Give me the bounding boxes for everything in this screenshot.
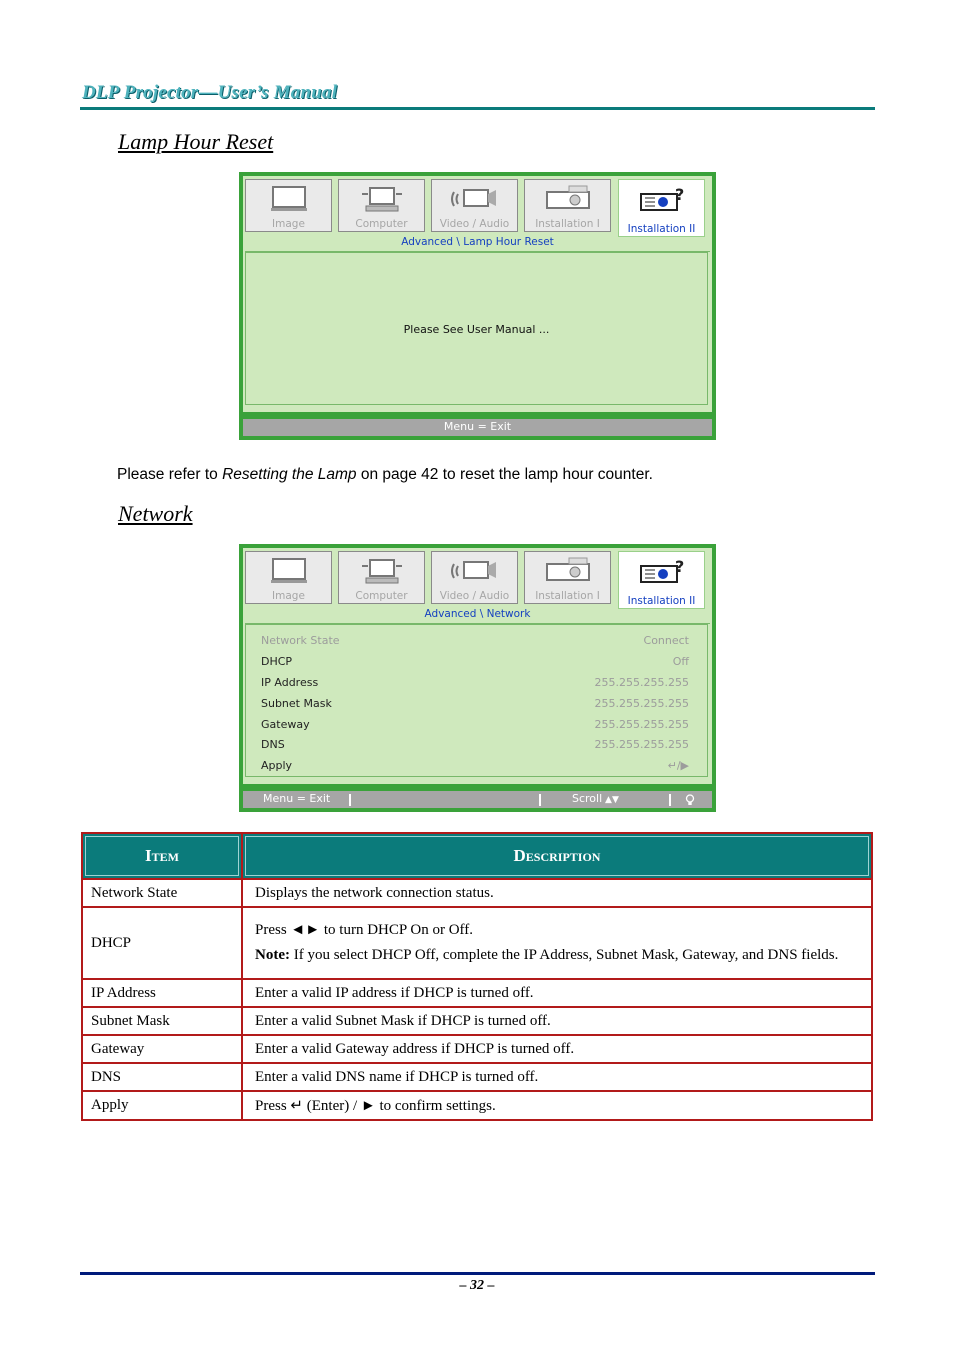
table-cell-item: DHCP	[82, 907, 242, 979]
paragraph-reference: Resetting the Lamp	[222, 466, 357, 483]
page-number: – 32 –	[459, 1278, 495, 1293]
header-rule	[80, 107, 875, 110]
table-header-description: Description	[242, 833, 872, 879]
table-row	[82, 1007, 872, 1035]
section-title-lamp-hour-reset: Lamp Hour Reset	[118, 129, 274, 154]
osd-row-label: Subnet Mask	[261, 697, 332, 710]
computer-icon	[360, 184, 404, 214]
video-audio-icon	[448, 184, 502, 214]
osd-footer	[243, 791, 712, 808]
osd-tab-label: Computer	[355, 590, 408, 602]
osd-row-value: 255.255.255.255	[594, 738, 689, 751]
osd-footer-divider	[539, 794, 541, 806]
osd-row-label: IP Address	[261, 676, 319, 689]
osd-body	[243, 548, 712, 784]
osd-footer-divider	[669, 794, 671, 806]
osd-footer-menu-exit: Menu = Exit	[263, 792, 331, 805]
table-cell-description	[242, 907, 872, 979]
table-header-row	[82, 833, 872, 879]
table-row	[82, 1091, 872, 1120]
osd-tab-label: Video / Audio	[439, 218, 510, 230]
table-cell-item: Apply	[82, 1091, 242, 1120]
svg-text:?: ?	[674, 557, 684, 576]
osd-row-apply[interactable]	[261, 759, 689, 779]
osd-footer	[243, 419, 712, 436]
paragraph-text: Please refer to	[117, 466, 223, 483]
osd-tab-label: Image	[272, 590, 305, 602]
note-label: Note:	[255, 947, 290, 963]
osd-row-gateway[interactable]	[261, 718, 689, 738]
osd-row-label: Apply	[261, 759, 293, 772]
osd-footer-divider	[349, 794, 351, 806]
osd-row-network-state	[261, 634, 689, 654]
osd-row-dns[interactable]	[261, 738, 689, 758]
osd-tab-installation-ii[interactable]	[618, 551, 705, 609]
osd-network	[239, 544, 716, 812]
table-cell-item: Network State	[82, 879, 242, 907]
lightbulb-icon	[685, 794, 695, 806]
osd-tab-label: Installation II	[627, 223, 696, 235]
body-paragraph	[117, 466, 653, 484]
osd-tab-computer[interactable]	[338, 179, 425, 232]
osd-body	[243, 176, 712, 412]
monitor-icon	[269, 556, 309, 586]
osd-tab-image[interactable]	[245, 551, 332, 604]
table-cell-description: Enter a valid Gateway address if DHCP is turned off.	[242, 1035, 872, 1063]
osd-footer-scroll-label: Scroll	[572, 792, 603, 805]
osd-tab-installation-i[interactable]	[524, 179, 611, 232]
osd-tab-label: Video / Audio	[439, 590, 510, 602]
osd-row-dhcp[interactable]	[261, 655, 689, 675]
osd-tab-label: Installation I	[535, 218, 600, 230]
table-row	[82, 1035, 872, 1063]
osd-footer-scroll	[572, 792, 619, 805]
table-cell-description: Enter a valid Subnet Mask if DHCP is turned off.	[242, 1007, 872, 1035]
osd-row-label: Gateway	[261, 718, 310, 731]
table-cell-item: DNS	[82, 1063, 242, 1091]
table-row	[82, 1063, 872, 1091]
osd-row-value: Off	[672, 655, 689, 668]
osd-message: Please See User Manual ...	[403, 323, 550, 336]
table-cell-item: Subnet Mask	[82, 1007, 242, 1035]
osd-content	[245, 624, 708, 777]
note-text: If you select DHCP Off, complete the IP Address, Subnet Mask, Gateway, and DNS fields.	[289, 947, 839, 963]
osd-row-value: 255.255.255.255	[594, 697, 689, 710]
osd-tab-label: Installation I	[535, 590, 600, 602]
osd-breadcrumb: Advanced \ Network	[245, 608, 710, 624]
osd-tab-installation-ii[interactable]	[618, 179, 705, 237]
osd-row-ip-address[interactable]	[261, 676, 689, 696]
osd-row-value: 255.255.255.255	[594, 676, 689, 689]
projector-help-icon	[637, 184, 687, 214]
computer-icon	[360, 556, 404, 586]
osd-tab-label: Computer	[355, 218, 408, 230]
table-header-item: Item	[82, 833, 242, 879]
osd-breadcrumb: Advanced \ Lamp Hour Reset	[245, 236, 710, 252]
table-cell-description: Enter a valid IP address if DHCP is turned off.	[242, 979, 872, 1007]
section-title-network: Network	[118, 501, 193, 526]
running-header: DLP Projector—User’s Manual	[82, 82, 338, 103]
table-row	[82, 879, 872, 907]
osd-row-value: 255.255.255.255	[594, 718, 689, 731]
osd-tab-video-audio[interactable]	[431, 179, 518, 232]
osd-footer-menu-exit: Menu = Exit	[443, 420, 512, 433]
projector-help-icon	[637, 556, 687, 586]
network-settings-table	[81, 832, 873, 1121]
projector-icon	[543, 556, 593, 586]
table-row	[82, 907, 872, 979]
osd-tab-label: Installation II	[627, 595, 696, 607]
osd-row-label: Network State	[261, 634, 340, 647]
svg-text:?: ?	[674, 185, 684, 204]
osd-tab-image[interactable]	[245, 179, 332, 232]
projector-icon	[543, 184, 593, 214]
table-row	[82, 979, 872, 1007]
osd-row-label: DHCP	[261, 655, 293, 668]
table-cell-item: Gateway	[82, 1035, 242, 1063]
table-cell-text: Press ◄► to turn DHCP On or Off.	[255, 922, 474, 938]
video-audio-icon	[448, 556, 502, 586]
osd-content	[245, 252, 708, 405]
osd-row-subnet-mask[interactable]	[261, 697, 689, 717]
table-cell-description: Press ↵ (Enter) / ► to confirm settings.	[242, 1091, 872, 1120]
osd-tab-video-audio[interactable]	[431, 551, 518, 604]
osd-lamp-hour-reset	[239, 172, 716, 440]
osd-tab-computer[interactable]	[338, 551, 425, 604]
table-cell-description: Enter a valid DNS name if DHCP is turned off.	[242, 1063, 872, 1091]
table-cell-item: IP Address	[82, 979, 242, 1007]
osd-row-value: ↵/▶	[667, 759, 689, 772]
monitor-icon	[269, 184, 309, 214]
footer-rule	[80, 1272, 875, 1275]
paragraph-text: on page 42 to reset the lamp hour counter.	[356, 466, 653, 483]
osd-row-value: Connect	[643, 634, 689, 647]
scroll-arrows-icon: ▲▼	[602, 795, 619, 805]
osd-row-label: DNS	[261, 738, 285, 751]
osd-tab-installation-i[interactable]	[524, 551, 611, 604]
osd-tab-label: Image	[272, 218, 305, 230]
table-cell-description: Displays the network connection status.	[242, 879, 872, 907]
table-cell-note	[255, 947, 863, 964]
